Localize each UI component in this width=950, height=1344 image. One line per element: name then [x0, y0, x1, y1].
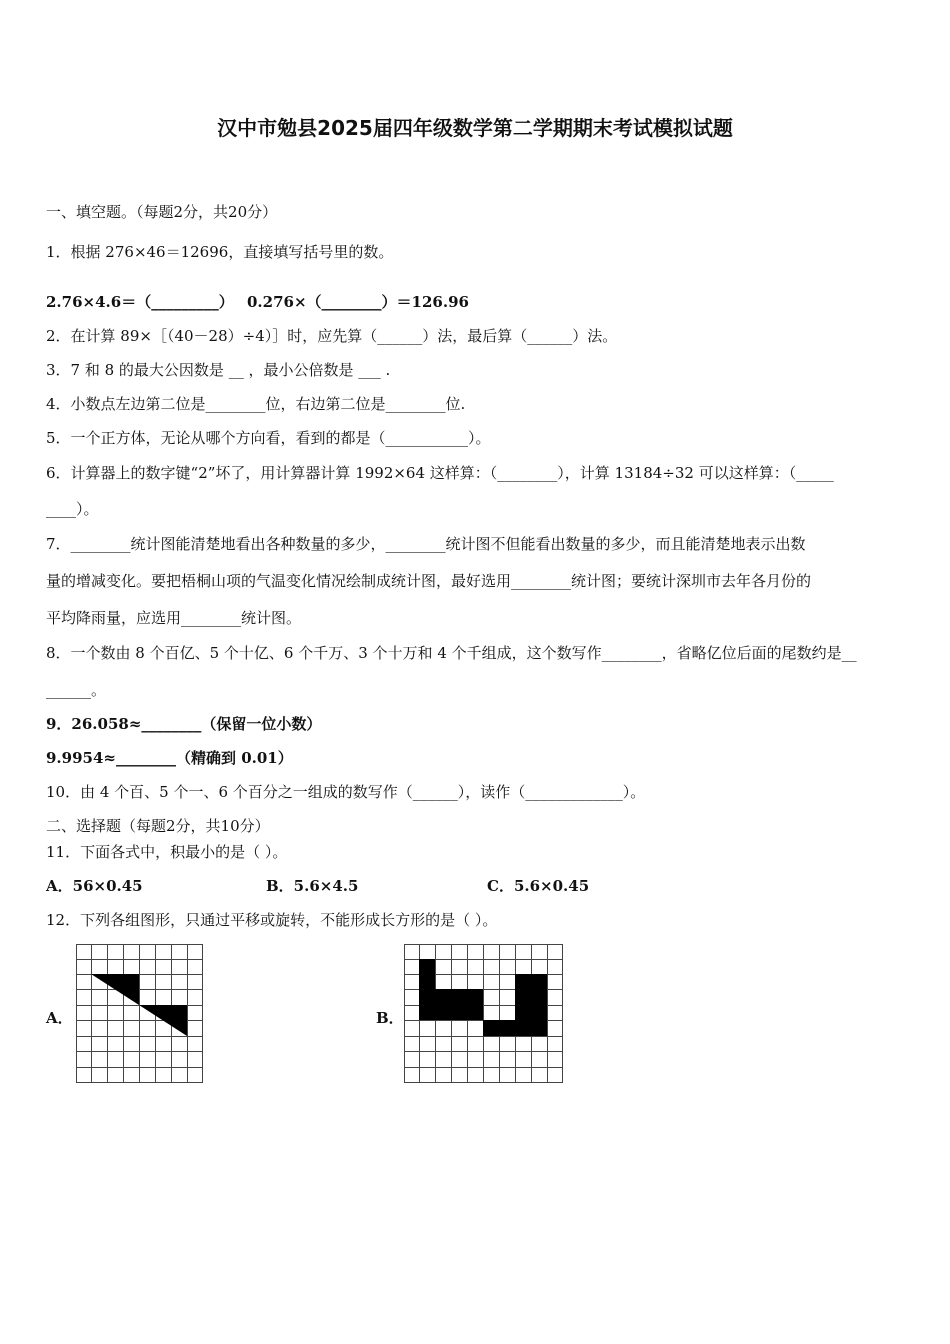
question-11: 11．下面各式中，积最小的是（ ）。 [46, 843, 288, 861]
question-12-figure-a [76, 944, 204, 1084]
question-6-line-1: 6．计算器上的数字键“2”坏了，用计算器计算 1992×64 这样算：（________），计算 13184÷32 可以这样算：（_____ [46, 464, 834, 482]
section-1-heading: 一、填空题。（每题2分，共20分） [46, 203, 278, 221]
question-7-line-1: 7．________统计图能清楚地看出各种数量的多少，________统计图不但能看出数量的多少，而且能清楚地表示出数 [46, 535, 806, 553]
question-9-part-a: 9．26.058≈________（保留一位小数） [46, 715, 322, 733]
question-1-part-b: 0.276×（________）＝126.96 [247, 293, 469, 311]
exam-title: 汉中市勉县2025届四年级数学第二学期期末考试模拟试题 [217, 116, 733, 140]
question-1: 1．根据 276×46＝12696，直接填写括号里的数。 [46, 243, 394, 261]
question-7-line-3: 平均降雨量，应选用________统计图。 [46, 609, 302, 627]
question-3: 3．7 和 8 的最大公因数是 __ ，最小公倍数是 ___ . [46, 361, 391, 379]
section-2-heading: 二、选择题（每题2分，共10分） [46, 817, 270, 835]
question-11-option-c: C．5.6×0.45 [487, 877, 590, 895]
question-12-option-a-label: A． [46, 1009, 73, 1027]
question-12: 12．下列各组图形，只通过平移或旋转，不能形成长方形的是（ ）。 [46, 911, 498, 929]
question-11-option-b: B．5.6×4.5 [266, 877, 359, 895]
question-7-line-2: 量的增减变化。要把梧桐山项的气温变化情况绘制成统计图，最好选用________统计图；要统计深圳市去年各月份的 [46, 572, 812, 590]
question-5: 5．一个正方体，无论从哪个方向看，看到的都是（___________）。 [46, 429, 491, 447]
question-4: 4．小数点左边第二位是________位，右边第二位是________位. [46, 395, 466, 413]
question-8-line-2: ______。 [46, 681, 107, 699]
question-1-part-a: 2.76×4.6＝（_________） [46, 293, 234, 311]
question-11-option-a: A．56×0.45 [46, 877, 143, 895]
question-9-part-b: 9.9954≈________（精确到 0.01） [46, 749, 293, 767]
question-6-line-2: ____）。 [46, 500, 99, 518]
question-12-option-b-label: B． [376, 1009, 404, 1027]
question-2: 2．在计算 89×［（40－28）÷4）］时，应先算（______）法，最后算（______）法。 [46, 327, 618, 345]
question-10: 10．由 4 个百、5 个一、6 个百分之一组成的数写作（______），读作（_____________）。 [46, 783, 646, 801]
question-12-figure-b [404, 944, 564, 1084]
question-8-line-1: 8．一个数由 8 个百亿、5 个十亿、6 个千万、3 个十万和 4 个千组成，这个数写作________，省略亿位后面的尾数约是__ [46, 644, 857, 662]
